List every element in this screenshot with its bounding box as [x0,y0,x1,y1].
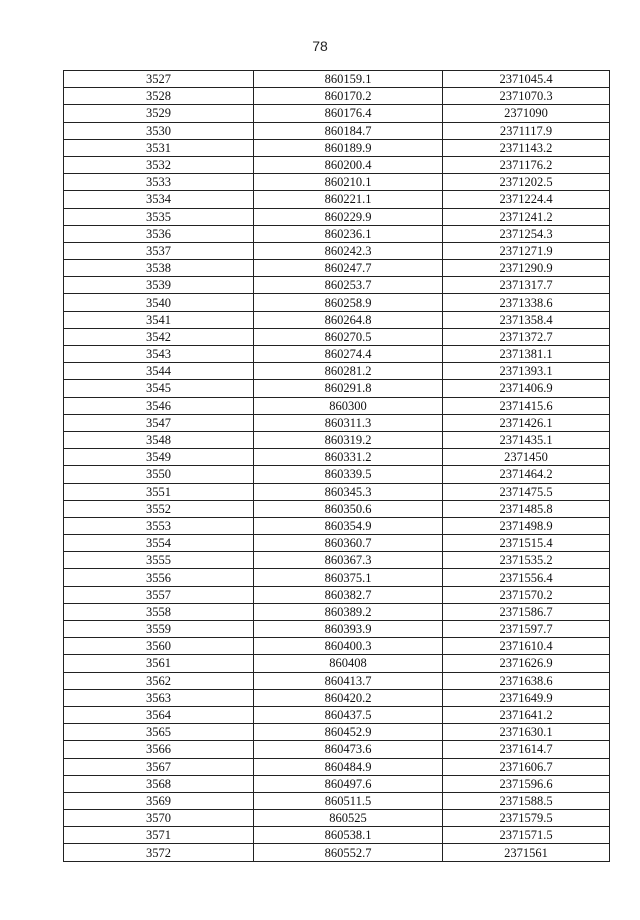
point-number-cell: 3567 [64,758,254,775]
table-row [64,363,610,380]
point-number-cell: 3536 [64,225,254,242]
x-coordinate-cell: 860339.5 [254,466,443,483]
point-number-cell: 3561 [64,655,254,672]
point-number-cell: 3540 [64,294,254,311]
point-number-cell: 3562 [64,672,254,689]
table-row [64,758,610,775]
x-coordinate-cell: 860345.3 [254,483,443,500]
point-number-cell: 3527 [64,71,254,88]
point-number-cell: 3568 [64,775,254,792]
point-number-cell: 3564 [64,706,254,723]
x-coordinate-cell: 860497.6 [254,775,443,792]
point-number-cell: 3563 [64,689,254,706]
table-row [64,672,610,689]
y-coordinate-cell: 2371090 [443,105,610,122]
y-coordinate-cell: 2371641.2 [443,706,610,723]
x-coordinate-cell: 860367.3 [254,552,443,569]
point-number-cell: 3553 [64,517,254,534]
y-coordinate-cell: 2371561 [443,844,610,861]
y-coordinate-cell: 2371426.1 [443,414,610,431]
point-number-cell: 3558 [64,603,254,620]
y-coordinate-cell: 2371464.2 [443,466,610,483]
point-number-cell: 3547 [64,414,254,431]
table-row [64,724,610,741]
x-coordinate-cell: 860300 [254,397,443,414]
table-row [64,208,610,225]
table-row [64,569,610,586]
y-coordinate-cell: 2371290.9 [443,260,610,277]
x-coordinate-cell: 860311.3 [254,414,443,431]
y-coordinate-cell: 2371556.4 [443,569,610,586]
table-row [64,88,610,105]
x-coordinate-cell: 860258.9 [254,294,443,311]
table-row [64,500,610,517]
point-number-cell: 3545 [64,380,254,397]
x-coordinate-cell: 860484.9 [254,758,443,775]
y-coordinate-cell: 2371241.2 [443,208,610,225]
point-number-cell: 3541 [64,311,254,328]
y-coordinate-cell: 2371358.4 [443,311,610,328]
point-number-cell: 3544 [64,363,254,380]
table-row [64,191,610,208]
x-coordinate-cell: 860511.5 [254,792,443,809]
point-number-cell: 3566 [64,741,254,758]
y-coordinate-cell: 2371597.7 [443,621,610,638]
table-row [64,844,610,861]
table-row [64,311,610,328]
point-number-cell: 3531 [64,139,254,156]
table-row [64,621,610,638]
y-coordinate-cell: 2371117.9 [443,122,610,139]
point-number-cell: 3556 [64,569,254,586]
y-coordinate-cell: 2371626.9 [443,655,610,672]
table-row [64,535,610,552]
table-row [64,122,610,139]
x-coordinate-cell: 860413.7 [254,672,443,689]
x-coordinate-cell: 860236.1 [254,225,443,242]
x-coordinate-cell: 860247.7 [254,260,443,277]
y-coordinate-cell: 2371406.9 [443,380,610,397]
table-row [64,397,610,414]
x-coordinate-cell: 860253.7 [254,277,443,294]
table-row [64,328,610,345]
point-number-cell: 3550 [64,466,254,483]
point-number-cell: 3549 [64,449,254,466]
table-row [64,775,610,792]
y-coordinate-cell: 2371485.8 [443,500,610,517]
x-coordinate-cell: 860184.7 [254,122,443,139]
y-coordinate-cell: 2371638.6 [443,672,610,689]
point-number-cell: 3554 [64,535,254,552]
y-coordinate-cell: 2371515.4 [443,535,610,552]
x-coordinate-cell: 860229.9 [254,208,443,225]
point-number-cell: 3570 [64,810,254,827]
x-coordinate-cell: 860360.7 [254,535,443,552]
table-row [64,139,610,156]
x-coordinate-cell: 860350.6 [254,500,443,517]
table-row [64,706,610,723]
table-row [64,225,610,242]
x-coordinate-cell: 860189.9 [254,139,443,156]
table-body [64,71,610,862]
y-coordinate-cell: 2371498.9 [443,517,610,534]
table-row [64,431,610,448]
table-row [64,242,610,259]
point-number-cell: 3532 [64,156,254,173]
x-coordinate-cell: 860170.2 [254,88,443,105]
table-row [64,277,610,294]
x-coordinate-cell: 860270.5 [254,328,443,345]
table-row [64,827,610,844]
x-coordinate-cell: 860319.2 [254,431,443,448]
table-row [64,517,610,534]
table-row [64,603,610,620]
x-coordinate-cell: 860159.1 [254,71,443,88]
point-number-cell: 3546 [64,397,254,414]
x-coordinate-cell: 860420.2 [254,689,443,706]
y-coordinate-cell: 2371579.5 [443,810,610,827]
y-coordinate-cell: 2371475.5 [443,483,610,500]
table-row [64,380,610,397]
x-coordinate-cell: 860200.4 [254,156,443,173]
point-number-cell: 3537 [64,242,254,259]
y-coordinate-cell: 2371610.4 [443,638,610,655]
point-number-cell: 3535 [64,208,254,225]
point-number-cell: 3552 [64,500,254,517]
y-coordinate-cell: 2371614.7 [443,741,610,758]
table-row [64,156,610,173]
x-coordinate-cell: 860354.9 [254,517,443,534]
point-number-cell: 3559 [64,621,254,638]
point-number-cell: 3555 [64,552,254,569]
x-coordinate-cell: 860552.7 [254,844,443,861]
point-number-cell: 3565 [64,724,254,741]
x-coordinate-cell: 860176.4 [254,105,443,122]
x-coordinate-cell: 860274.4 [254,346,443,363]
x-coordinate-cell: 860281.2 [254,363,443,380]
x-coordinate-cell: 860382.7 [254,586,443,603]
point-number-cell: 3548 [64,431,254,448]
x-coordinate-cell: 860210.1 [254,174,443,191]
table-row [64,792,610,809]
table-row [64,586,610,603]
y-coordinate-cell: 2371070.3 [443,88,610,105]
y-coordinate-cell: 2371254.3 [443,225,610,242]
table-row [64,810,610,827]
y-coordinate-cell: 2371586.7 [443,603,610,620]
y-coordinate-cell: 2371450 [443,449,610,466]
table-row [64,449,610,466]
x-coordinate-cell: 860291.8 [254,380,443,397]
x-coordinate-cell: 860375.1 [254,569,443,586]
point-number-cell: 3572 [64,844,254,861]
x-coordinate-cell: 860473.6 [254,741,443,758]
x-coordinate-cell: 860437.5 [254,706,443,723]
point-number-cell: 3529 [64,105,254,122]
y-coordinate-cell: 2371045.4 [443,71,610,88]
y-coordinate-cell: 2371570.2 [443,586,610,603]
point-number-cell: 3538 [64,260,254,277]
x-coordinate-cell: 860408 [254,655,443,672]
y-coordinate-cell: 2371224.4 [443,191,610,208]
y-coordinate-cell: 2371176.2 [443,156,610,173]
coordinate-table [63,70,610,862]
x-coordinate-cell: 860400.3 [254,638,443,655]
x-coordinate-cell: 860331.2 [254,449,443,466]
point-number-cell: 3569 [64,792,254,809]
x-coordinate-cell: 860538.1 [254,827,443,844]
y-coordinate-cell: 2371381.1 [443,346,610,363]
x-coordinate-cell: 860525 [254,810,443,827]
x-coordinate-cell: 860393.9 [254,621,443,638]
point-number-cell: 3534 [64,191,254,208]
y-coordinate-cell: 2371435.1 [443,431,610,448]
y-coordinate-cell: 2371372.7 [443,328,610,345]
table-row [64,655,610,672]
point-number-cell: 3551 [64,483,254,500]
y-coordinate-cell: 2371630.1 [443,724,610,741]
point-number-cell: 3533 [64,174,254,191]
point-number-cell: 3528 [64,88,254,105]
table-row [64,346,610,363]
page-number: 78 [312,38,328,54]
table-row [64,105,610,122]
table-row [64,174,610,191]
table-row [64,552,610,569]
y-coordinate-cell: 2371338.6 [443,294,610,311]
y-coordinate-cell: 2371415.6 [443,397,610,414]
table-row [64,414,610,431]
table-row [64,741,610,758]
x-coordinate-cell: 860242.3 [254,242,443,259]
y-coordinate-cell: 2371596.6 [443,775,610,792]
y-coordinate-cell: 2371588.5 [443,792,610,809]
x-coordinate-cell: 860264.8 [254,311,443,328]
y-coordinate-cell: 2371143.2 [443,139,610,156]
point-number-cell: 3557 [64,586,254,603]
table-row [64,294,610,311]
point-number-cell: 3543 [64,346,254,363]
x-coordinate-cell: 860389.2 [254,603,443,620]
x-coordinate-cell: 860221.1 [254,191,443,208]
point-number-cell: 3530 [64,122,254,139]
point-number-cell: 3571 [64,827,254,844]
y-coordinate-cell: 2371317.7 [443,277,610,294]
point-number-cell: 3539 [64,277,254,294]
point-number-cell: 3542 [64,328,254,345]
y-coordinate-cell: 2371271.9 [443,242,610,259]
table-row [64,638,610,655]
point-number-cell: 3560 [64,638,254,655]
y-coordinate-cell: 2371571.5 [443,827,610,844]
table-row [64,260,610,277]
y-coordinate-cell: 2371606.7 [443,758,610,775]
x-coordinate-cell: 860452.9 [254,724,443,741]
table-row [64,466,610,483]
table-row [64,483,610,500]
y-coordinate-cell: 2371535.2 [443,552,610,569]
y-coordinate-cell: 2371649.9 [443,689,610,706]
table-row [64,689,610,706]
y-coordinate-cell: 2371393.1 [443,363,610,380]
table-row [64,71,610,88]
y-coordinate-cell: 2371202.5 [443,174,610,191]
